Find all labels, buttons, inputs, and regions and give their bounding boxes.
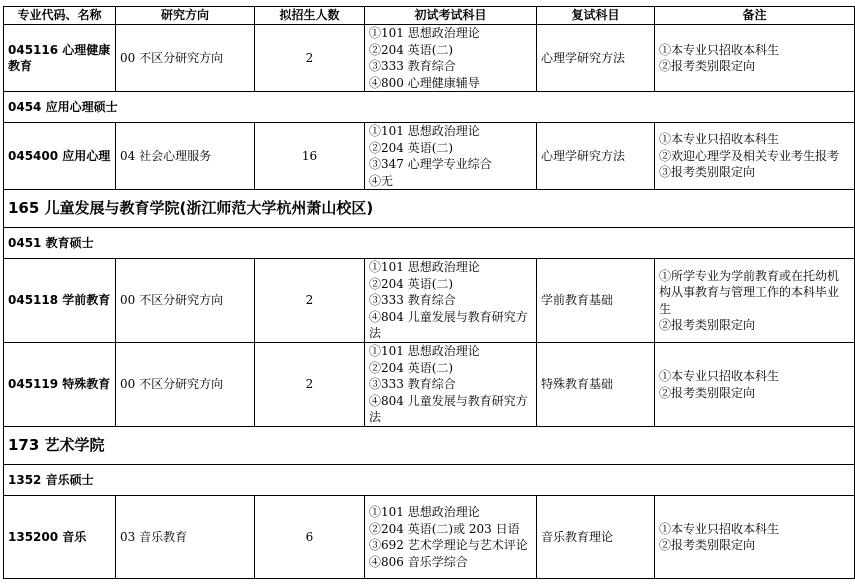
section-title: 1352 音乐硕士 bbox=[4, 465, 855, 496]
exam-subject: ③333 教育综合 bbox=[369, 293, 456, 308]
exam-subject: ③347 心理学专业综合 bbox=[369, 157, 492, 171]
header-initial-exam-subjects: 初试考试科目 bbox=[365, 7, 537, 25]
exam-subjects bbox=[365, 259, 537, 343]
note-item: ③报考类别限定向 bbox=[659, 165, 756, 180]
section-title: 0451 教育硕士 bbox=[4, 228, 855, 259]
exam-subject: ②204 英语(二) bbox=[369, 360, 454, 375]
enrollment-count: 16 bbox=[255, 123, 365, 190]
enrollment-count: 2 bbox=[255, 343, 365, 427]
major-code-name: 045116 心理健康教育 bbox=[4, 25, 116, 92]
research-direction: 03 音乐教育 bbox=[116, 496, 255, 579]
header-retest-subject: 复试科目 bbox=[537, 7, 655, 25]
note-item: ②报考类别限定向 bbox=[659, 385, 756, 400]
exam-subject: ②204 英语(二) bbox=[369, 140, 454, 155]
note-item: ②欢迎心理学及相关专业考生报考 bbox=[659, 148, 840, 163]
note-item: ②报考类别限定向 bbox=[659, 318, 756, 332]
table-row bbox=[4, 496, 855, 579]
major-code-name: 045118 学前教育 bbox=[4, 259, 116, 343]
major-code-name: 135200 音乐 bbox=[4, 496, 116, 579]
header-major-code-name: 专业代码、名称 bbox=[4, 7, 116, 25]
exam-subjects bbox=[365, 496, 537, 579]
exam-subject: ③333 教育综合 bbox=[369, 377, 456, 392]
table-row bbox=[4, 343, 855, 427]
retest-subject: 心理学研究方法 bbox=[537, 25, 655, 92]
retest-subject: 学前教育基础 bbox=[537, 259, 655, 343]
exam-subjects bbox=[365, 25, 537, 92]
header-planned-enrollment: 拟招生人数 bbox=[255, 7, 365, 25]
note-item: ①本专业只招收本科生 bbox=[659, 521, 780, 536]
exam-subject: ④800 心理健康辅导 bbox=[369, 75, 480, 90]
research-direction: 00 不区分研究方向 bbox=[116, 25, 255, 92]
enrollment-count: 2 bbox=[255, 25, 365, 92]
exam-subject: ①101 思想政治理论 bbox=[369, 344, 480, 359]
research-direction: 00 不区分研究方向 bbox=[116, 343, 255, 427]
exam-subjects bbox=[365, 343, 537, 427]
table-row bbox=[4, 259, 855, 343]
exam-subject: ③333 教育综合 bbox=[369, 59, 456, 73]
notes bbox=[655, 123, 855, 190]
header-row bbox=[4, 7, 855, 25]
table-row bbox=[4, 123, 855, 190]
note-item: ②报考类别限定向 bbox=[659, 59, 756, 73]
section-row bbox=[4, 92, 855, 123]
college-title: 173 艺术学院 bbox=[4, 427, 855, 465]
section-title: 0454 应用心理硕士 bbox=[4, 92, 855, 123]
exam-subject: ②204 英语(二) bbox=[369, 42, 454, 57]
note-item: ①本专业只招收本科生 bbox=[659, 369, 780, 383]
exam-subject: ④无 bbox=[369, 173, 394, 188]
college-title: 165 儿童发展与教育学院(浙江师范大学杭州萧山校区) bbox=[4, 190, 855, 228]
note-item: ②报考类别限定向 bbox=[659, 538, 756, 552]
exam-subject: ①101 思想政治理论 bbox=[369, 26, 480, 40]
retest-subject: 特殊教育基础 bbox=[537, 343, 655, 427]
header-research-direction: 研究方向 bbox=[116, 7, 255, 25]
major-code-name: 045400 应用心理 bbox=[4, 123, 116, 190]
enrollment-count: 6 bbox=[255, 496, 365, 579]
notes bbox=[655, 496, 855, 579]
notes bbox=[655, 343, 855, 427]
major-code-name: 045119 特殊教育 bbox=[4, 343, 116, 427]
exam-subject: ④804 儿童发展与教育研究方法 bbox=[369, 309, 528, 341]
college-row bbox=[4, 190, 855, 228]
college-row bbox=[4, 427, 855, 465]
retest-subject: 心理学研究方法 bbox=[537, 123, 655, 190]
exam-subject: ④804 儿童发展与教育研究方法 bbox=[369, 393, 528, 425]
note-item: ①所学专业为学前教育或在托幼机构从事教育与管理工作的本科毕业生 bbox=[659, 268, 840, 316]
exam-subject: ①101 思想政治理论 bbox=[369, 505, 480, 519]
notes bbox=[655, 259, 855, 343]
enrollment-count: 2 bbox=[255, 259, 365, 343]
section-row bbox=[4, 228, 855, 259]
section-row bbox=[4, 465, 855, 496]
admissions-table bbox=[3, 6, 855, 579]
note-item: ①本专业只招收本科生 bbox=[659, 132, 780, 147]
exam-subject: ②204 英语(二) bbox=[369, 276, 454, 291]
research-direction: 00 不区分研究方向 bbox=[116, 259, 255, 343]
header-notes: 备注 bbox=[655, 7, 855, 25]
research-direction: 04 社会心理服务 bbox=[116, 123, 255, 190]
exam-subjects bbox=[365, 123, 537, 190]
exam-subject: ②204 英语(二)或 203 日语 bbox=[369, 521, 520, 536]
table-row bbox=[4, 25, 855, 92]
exam-subject: ④806 音乐学综合 bbox=[369, 554, 468, 569]
exam-subject: ①101 思想政治理论 bbox=[369, 124, 480, 138]
retest-subject: 音乐教育理论 bbox=[537, 496, 655, 579]
note-item: ①本专业只招收本科生 bbox=[659, 42, 780, 57]
notes bbox=[655, 25, 855, 92]
exam-subject: ③692 艺术学理论与艺术评论 bbox=[369, 538, 528, 552]
exam-subject: ①101 思想政治理论 bbox=[369, 260, 480, 275]
